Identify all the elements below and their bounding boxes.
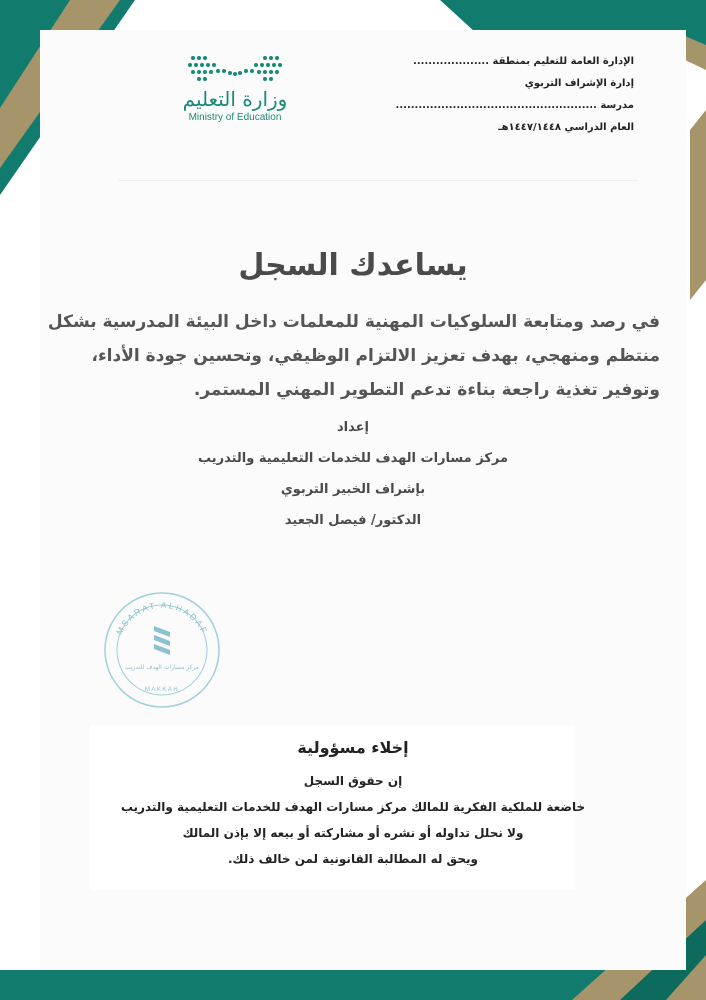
disclaimer-line: ويحق له المطالبة القانونية لمن خالف ذلك. (228, 852, 478, 866)
header-line-school: مدرسة ..................................................... (395, 100, 634, 111)
stamp-middle-text: مركز مسارات الهدف للتدريب (125, 664, 199, 671)
supervisor-name: الدكتور/ فيصل الجعيد (284, 513, 422, 528)
top-right-teal-band (440, 0, 706, 32)
header-divider (118, 180, 638, 181)
disclaimer-line: خاضعة للملكية الفكرية للمالك مركز مسارات الهدف للخدمات التعليمية والتدريب (120, 800, 586, 814)
disclaimer-line: ولا نحلل تداوله أو نشره أو مشاركته أو بيعه إلا بإذن المالك (182, 826, 524, 840)
header-line-year: العام الدراسي ١٤٤٧/١٤٤٨هـ (498, 122, 634, 133)
page-title: يساعدك السجل (238, 248, 468, 283)
stamp-top-text: MSARAT ALHADAF (114, 599, 210, 637)
disclaimer-line: إن حقوق السجل (303, 774, 403, 788)
ministry-logo (170, 52, 300, 124)
header-info (374, 55, 634, 143)
logo-arabic-text: وزارة التعليم (182, 87, 288, 111)
supervision-label: بإشراف الخبير التربوي (280, 482, 426, 497)
header-line-supervision: إدارة الإشراف التربوي (524, 78, 634, 89)
stamp-bottom-text: MAKKAH (144, 687, 180, 693)
intro-paragraph: في رصد ومتابعة السلوكيات المهنية للمعلمات داخل البيئة المدرسية بشكل منتظم ومنهجي، بهدف تعزيز الالتزام الوظيفي، وتحسين جودة الأداء، وتوفير تغذية راجعة بناءة تدعم التطوير المهني المستمر. (47, 312, 660, 400)
organization-name: مركز مسارات الهدف للخدمات التعليمية والتدريب (197, 451, 509, 466)
disclaimer-title: إخلاء مسؤولية (297, 738, 409, 757)
credits (0, 418, 706, 542)
organization-stamp (102, 590, 222, 710)
header-line-directorate: الإدارة العامة للتعليم بمنطقة .................... (413, 56, 634, 67)
logo-english-text: Ministry of Education (188, 112, 282, 123)
prepared-by-label: إعداد (337, 420, 369, 435)
disclaimer-text (0, 772, 706, 876)
stamp-emblem-icon (154, 626, 170, 655)
logo-dots-icon (185, 52, 285, 86)
